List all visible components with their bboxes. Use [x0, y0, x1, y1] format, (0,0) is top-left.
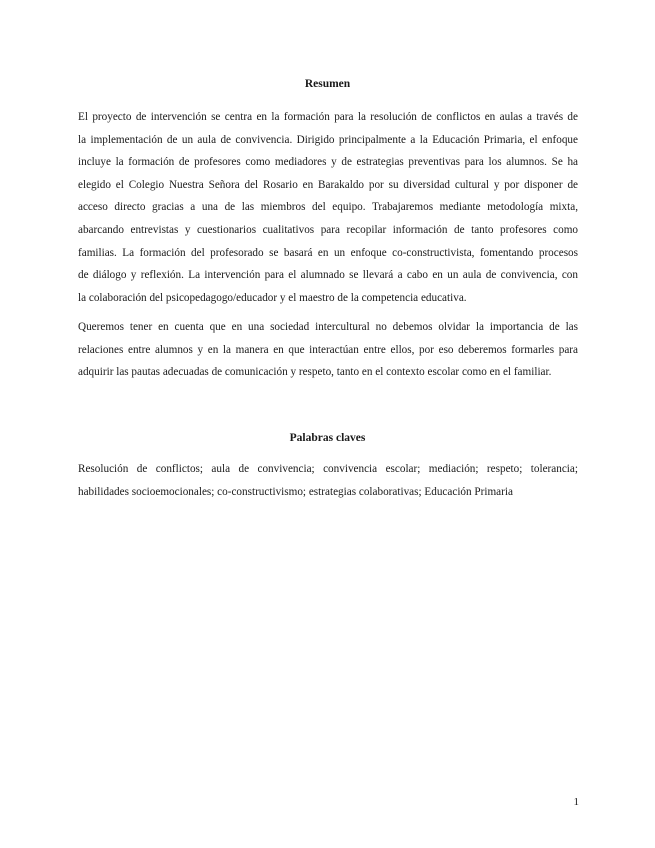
text-line: abarcando entrevistas y cuestionarios cualitativos para recopilar información de tanto profesores como	[78, 223, 578, 236]
page-number: 1	[573, 796, 579, 808]
text-line: relaciones entre alumnos y en la manera en que interactúan entre ellos, por eso deberemos formarles para	[78, 343, 578, 356]
text-line: acceso directo gracias a una de las miembros del equipo. Trabajaremos mediante metodología mixta,	[78, 201, 578, 214]
summary-paragraph	[78, 106, 578, 309]
text-line: El proyecto de intervención se centra en la formación para la resolución de conflictos en aulas a través de	[78, 111, 578, 123]
summary-heading: Resumen	[304, 78, 351, 90]
text-line: la implementación de un aula de convivencia. Dirigido principalmente a la Educación Primaria, el enfoque	[78, 133, 578, 146]
text-line: familias. La formación del profesorado se basará en un enfoque co-constructivista, fomentando procesos	[78, 246, 578, 259]
text-line: la colaboración del psicopedagogo/educador y el maestro de la competencia educativa.	[78, 291, 467, 304]
summary-paragraph-second	[78, 316, 578, 384]
keywords-heading: Palabras claves	[289, 432, 366, 444]
text-line: Resolución de conflictos; aula de convivencia; convivencia escolar; mediación; respeto; tolerancia;	[78, 463, 578, 475]
text-line: elegido el Colegio Nuestra Señora del Rosario en Barakaldo por su diversidad cultural y por disponer de	[78, 178, 578, 191]
text-line: incluye la formación de profesores como mediadores y de estrategias preventivas para los alumnos. Se ha	[78, 156, 578, 169]
text-line: de diálogo y reflexión. La intervención para el alumnado se llevará a cabo en un aula de convivencia, con	[78, 269, 578, 282]
keywords-paragraph	[78, 458, 578, 503]
text-line: Queremos tener en cuenta que en una sociedad intercultural no debemos olvidar la importancia de las	[78, 321, 578, 333]
text-line: habilidades socioemocionales; co-constructivismo; estrategias colaborativas; Educación Primaria	[78, 485, 513, 498]
text-line: adquirir las pautas adecuadas de comunicación y respeto, tanto en el contexto escolar como en el familiar.	[78, 366, 552, 379]
